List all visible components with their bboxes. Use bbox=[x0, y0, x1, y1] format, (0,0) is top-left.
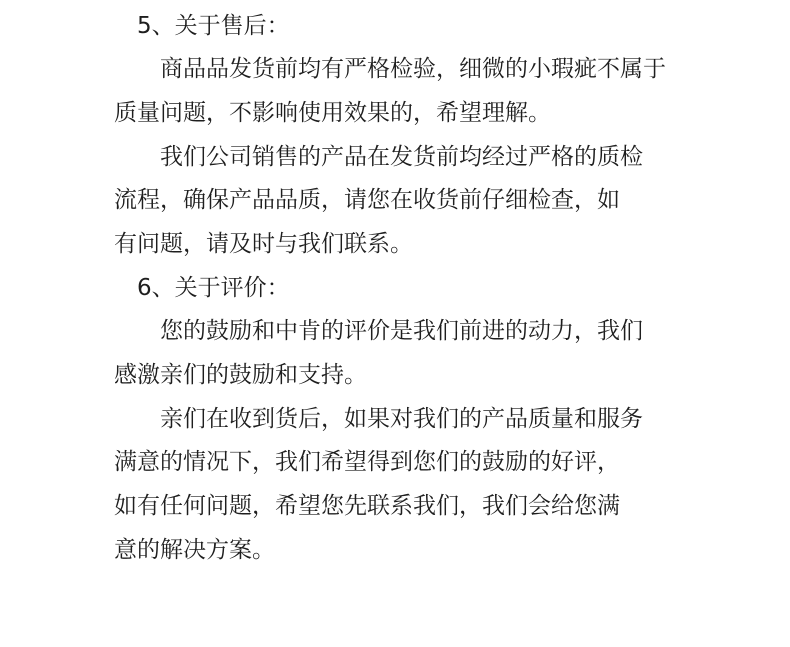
text-line: 您的鼓励和中肯的评价是我们前进的动力，我们 bbox=[160, 317, 643, 344]
text-line: 亲们在收到货后，如果对我们的产品质量和服务 bbox=[160, 405, 643, 432]
section-6-heading: 6、关于评价： bbox=[137, 274, 290, 301]
text-line: 我们公司销售的产品在发货前均经过严格的质检 bbox=[160, 143, 643, 170]
section-5-paragraph-1 bbox=[114, 48, 667, 136]
section-5-paragraph-2 bbox=[114, 136, 667, 267]
text-line: 如有任何问题，希望您先联系我们，我们会给您满 bbox=[114, 493, 620, 520]
text-line: 有问题，请及时与我们联系。 bbox=[114, 231, 413, 258]
text-line: 流程，确保产品品质，请您在收货前仔细检查，如 bbox=[114, 187, 620, 214]
after-sales-notice bbox=[114, 5, 677, 573]
section-6-paragraph-2 bbox=[114, 398, 667, 573]
text-line: 感激亲们的鼓励和支持。 bbox=[114, 361, 367, 388]
text-line: 满意的情况下，我们希望得到您们的鼓励的好评， bbox=[114, 449, 620, 476]
section-5-heading: 5、关于售后： bbox=[137, 13, 290, 39]
section-6-paragraph-1 bbox=[114, 310, 667, 398]
text-line: 质量问题，不影响使用效果的，希望理解。 bbox=[114, 99, 551, 126]
text-line: 意的解决方案。 bbox=[114, 536, 275, 563]
text-line: 商品品发货前均有严格检验，细微的小瑕疵不属于 bbox=[160, 56, 666, 82]
